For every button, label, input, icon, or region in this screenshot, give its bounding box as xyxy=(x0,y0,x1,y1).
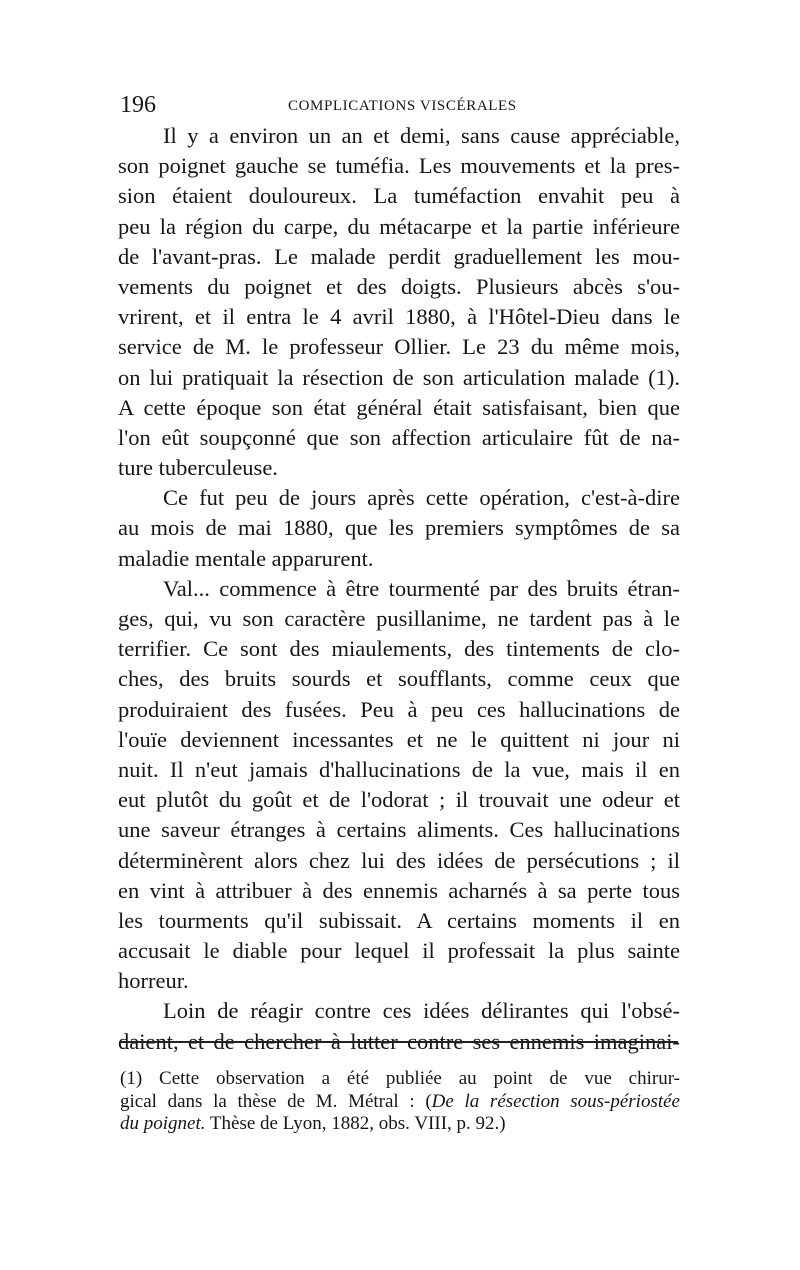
footnote xyxy=(120,1068,680,1136)
footnote-line xyxy=(120,1091,680,1114)
running-title: COMPLICATIONS VISCÉRALES xyxy=(288,98,517,114)
text-line: eut plutôt du goût et de l'odorat ; il trouvait une odeur et xyxy=(118,787,680,813)
text-line: on lui pratiquait la résection de son articulation malade (1). xyxy=(118,364,680,390)
text-line: Il y a environ un an et demi, sans cause appréciable, xyxy=(118,123,680,148)
text-line: son poignet gauche se tuméfia. Les mouvements et la pres- xyxy=(118,153,680,179)
text-line: accusait le diable pour lequel il professait la plus sainte xyxy=(118,938,680,964)
text-line: vements du poignet et des doigts. Plusieurs abcès s'ou- xyxy=(118,273,680,299)
text-line: l'on eût soupçonné que son affection articulaire fût de na- xyxy=(118,424,680,450)
text-line: Val... commence à être tourmenté par des bruits étran- xyxy=(118,575,680,601)
text-line: de l'avant-pras. Le malade perdit graduellement les mou- xyxy=(118,243,680,269)
text-line: une saveur étranges à certains aliments. Ces hallucinations xyxy=(118,817,680,843)
text-line: ches, des bruits sourds et soufflants, comme ceux que xyxy=(118,666,680,692)
footnote-italic-title: du poignet. xyxy=(120,1113,206,1134)
text-line: nuit. Il n'eut jamais d'hallucinations de la vue, mais il en xyxy=(118,756,680,782)
footnote-line xyxy=(120,1113,680,1136)
text-line: l'ouïe deviennent incessantes et ne le quittent ni jour ni xyxy=(118,726,680,752)
text-line: sion étaient douloureux. La tuméfaction envahit peu à xyxy=(118,183,680,209)
text-line: Loin de réagir contre ces idées délirantes qui l'obsé- xyxy=(118,998,680,1024)
text-line: déterminèrent alors chez lui des idées de persécutions ; il xyxy=(118,847,680,873)
text-line: horreur. xyxy=(118,968,189,994)
footnote-italic-title: De la résection sous-périostée xyxy=(431,1090,680,1112)
text-line: daient, et de chercher à lutter contre ses ennemis imaginai- xyxy=(118,1028,680,1054)
page-number: 196 xyxy=(120,92,156,118)
footnote-line: (1) Cette observation a été publiée au point de vue chirur- xyxy=(120,1068,680,1089)
text-line: les tourments qu'il subissait. A certains moments il en xyxy=(118,907,680,933)
text-line: peu la région du carpe, du métacarpe et la partie inférieure xyxy=(118,213,680,239)
text-line: maladie mentale apparurent. xyxy=(118,545,374,571)
text-line: produiraient des fusées. Peu à peu ces hallucinations de xyxy=(118,696,680,722)
text-line: en vint à attribuer à des ennemis acharnés à sa perte tous xyxy=(118,877,680,903)
footnote-text: gical dans la thèse de M. Métral : ( xyxy=(120,1090,432,1112)
text-line: au mois de mai 1880, que les premiers symptômes de sa xyxy=(118,515,680,541)
text-line: vrirent, et il entra le 4 avril 1880, à l'Hôtel-Dieu dans le xyxy=(118,304,680,330)
text-line: A cette époque son état général était satisfaisant, bien que xyxy=(118,394,680,420)
footnote-text: Thèse de Lyon, 1882, obs. VIII, p. 92.) xyxy=(205,1113,506,1134)
running-head xyxy=(120,92,675,118)
text-line: terrifier. Ce sont des miaulements, des tintements de clo- xyxy=(118,636,680,662)
footnote-rule xyxy=(120,1041,678,1043)
text-line: ture tuberculeuse. xyxy=(118,455,278,481)
text-line: service de M. le professeur Ollier. Le 23 du même mois, xyxy=(118,334,680,360)
text-line: ges, qui, vu son caractère pusillanime, ne tardent pas à le xyxy=(118,606,680,631)
body-text xyxy=(118,121,680,1057)
text-line: Ce fut peu de jours après cette opération, c'est-à-dire xyxy=(118,485,680,511)
